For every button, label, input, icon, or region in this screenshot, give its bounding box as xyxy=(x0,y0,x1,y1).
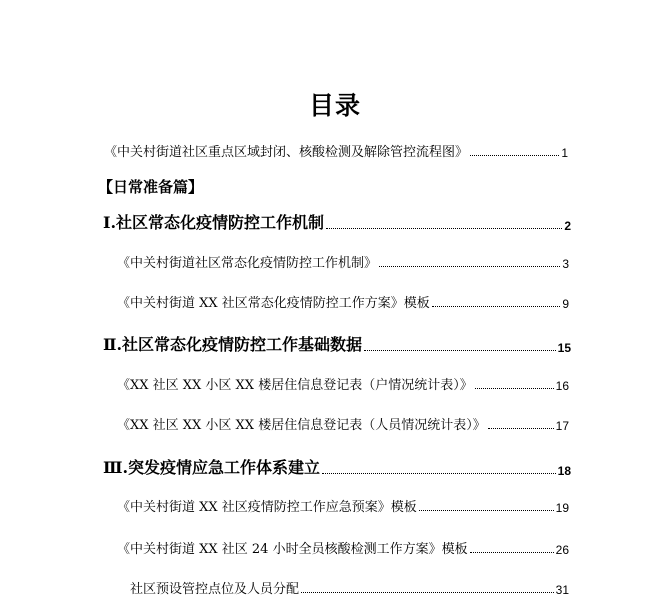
toc-entry-text: 《中关村街道 XX 社区 24 小时全员核酸检测工作方案》模板 xyxy=(117,542,468,557)
toc-leader-dots xyxy=(432,306,561,307)
toc-entry-page: 15 xyxy=(557,341,571,355)
section-heading: 【日常准备篇】 xyxy=(98,178,204,196)
toc-entry[interactable] xyxy=(130,578,569,597)
toc-entry-text: 《中关村街道 XX 社区疫情防控工作应急预案》模板 xyxy=(117,500,417,515)
toc-chapter[interactable] xyxy=(103,332,571,355)
toc-entry-text: 《中关村街道社区常态化疫情防控工作机制》 xyxy=(117,256,378,271)
toc-leader-dots xyxy=(379,266,560,267)
toc-leader-dots xyxy=(419,510,554,511)
toc-entry-text: 《XX 社区 XX 小区 XX 楼居住信息登记表（户情况统计表）》 xyxy=(117,378,473,393)
toc-leader-dots xyxy=(475,388,554,389)
toc-entry-page: 31 xyxy=(555,583,569,597)
toc-entry[interactable] xyxy=(117,374,569,393)
toc-leader-dots xyxy=(364,350,556,351)
toc-entry-text: 《XX 社区 XX 小区 XX 楼居住信息登记表（人员情况统计表）》 xyxy=(117,418,486,433)
toc-entry-page: 19 xyxy=(555,501,569,515)
toc-entry[interactable] xyxy=(117,414,569,433)
toc-entry[interactable] xyxy=(117,538,569,557)
toc-leader-dots xyxy=(488,428,554,429)
toc-entry-page: 16 xyxy=(555,379,569,393)
toc-entry-page: 1 xyxy=(561,146,568,160)
toc-entry-page: 2 xyxy=(564,219,571,233)
toc-entry[interactable] xyxy=(104,141,568,160)
toc-leader-dots xyxy=(470,155,559,156)
toc-entry-page: 18 xyxy=(557,464,571,478)
toc-entry-text: Ⅲ.突发疫情应急工作体系建立 xyxy=(103,458,321,477)
toc-entry-page: 3 xyxy=(562,257,569,271)
toc-leader-dots xyxy=(470,552,554,553)
toc-entry-text: Ⅱ.社区常态化疫情防控工作基础数据 xyxy=(103,335,363,354)
toc-entry[interactable] xyxy=(117,252,569,271)
toc-entry-page: 17 xyxy=(555,419,569,433)
toc-entry[interactable] xyxy=(117,292,569,311)
toc-leader-dots xyxy=(326,228,562,229)
toc-leader-dots xyxy=(301,592,554,593)
page-title: 目录 xyxy=(308,91,361,120)
toc-chapter[interactable] xyxy=(103,455,571,478)
toc-leader-dots xyxy=(322,473,556,474)
toc-entry-text: 《中关村街道 XX 社区常态化疫情防控工作方案》模板 xyxy=(117,296,430,311)
toc-chapter[interactable] xyxy=(103,210,571,233)
toc-entry-text: 《中关村街道社区重点区域封闭、核酸检测及解除管控流程图》 xyxy=(104,145,469,160)
toc-entry-page: 26 xyxy=(555,543,569,557)
toc-entry-text: Ⅰ.社区常态化疫情防控工作机制 xyxy=(103,213,325,232)
toc-entry[interactable] xyxy=(117,496,569,515)
toc-entry-page: 9 xyxy=(562,297,569,311)
toc-entry-text: 社区预设管控点位及人员分配 xyxy=(130,582,300,597)
